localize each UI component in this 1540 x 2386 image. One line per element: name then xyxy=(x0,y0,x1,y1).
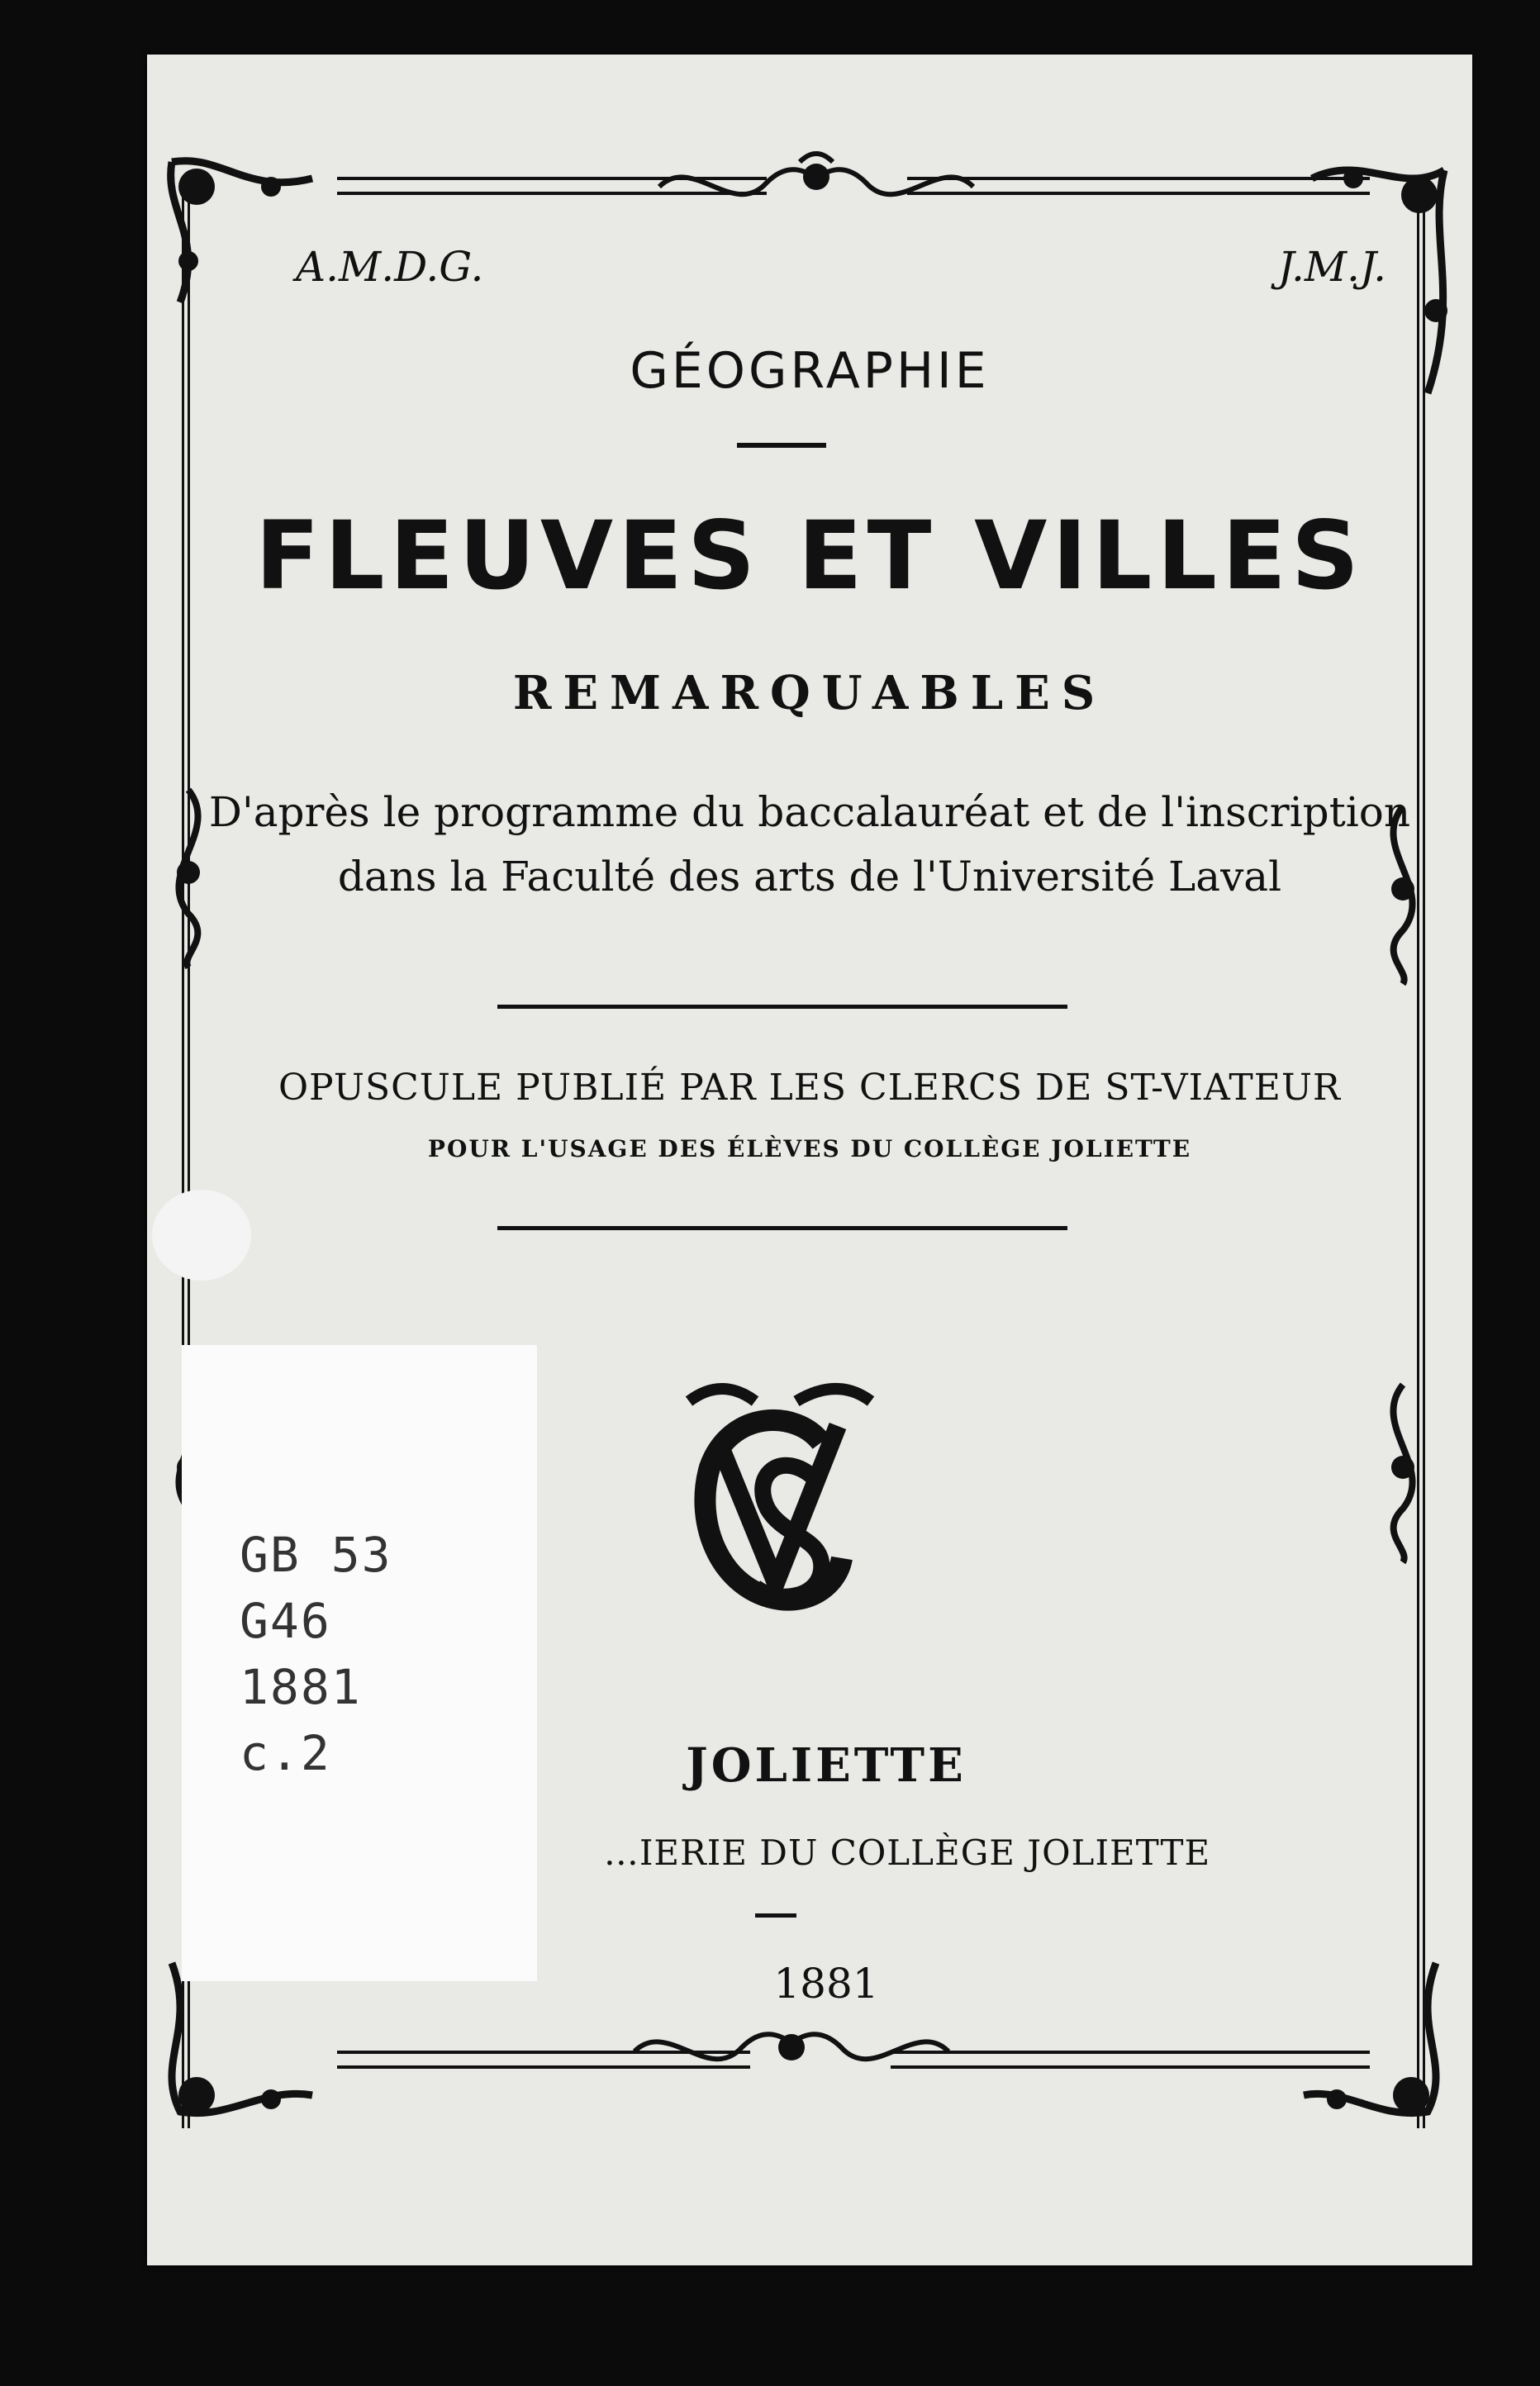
header-left-motto: A.M.D.G. xyxy=(296,243,484,291)
call-number-line-4: c.2 xyxy=(240,1725,331,1781)
bottom-center-ornament xyxy=(618,2014,965,2089)
imprint-short-rule xyxy=(755,1913,796,1918)
imprint-year: 1881 xyxy=(773,1960,879,2008)
call-number-line-1: GB 53 xyxy=(240,1527,392,1583)
side-ornament-right-lower xyxy=(1370,1376,1436,1566)
call-number-line-3: 1881 xyxy=(240,1659,362,1715)
call-number-label xyxy=(182,1345,537,1981)
header-right-motto: J.M.J. xyxy=(1277,243,1386,291)
title-kicker: GÉOGRAPHIE xyxy=(630,342,990,400)
paper-stain xyxy=(152,1190,251,1281)
main-title: FLEUVES ET VILLES xyxy=(254,501,1365,611)
publisher-note-line-1: OPUSCULE PUBLIÉ PAR LES CLERCS DE ST-VIATEUR xyxy=(278,1067,1342,1109)
call-number-line-2: G46 xyxy=(240,1593,331,1649)
top-center-ornament xyxy=(643,145,990,220)
divider-rule-lower xyxy=(497,1226,1067,1230)
subtitle: REMARQUABLES xyxy=(512,666,1107,720)
publisher-note-line-2: POUR L'USAGE DES ÉLÈVES DU COLLÈGE JOLIETTE xyxy=(427,1135,1192,1162)
title-short-rule xyxy=(737,443,826,448)
description-line-2: dans la Faculté des arts de l'Université Laval xyxy=(337,853,1282,901)
imprint-press: …IERIE DU COLLÈGE JOLIETTE xyxy=(603,1832,1211,1873)
imprint-city: JOLIETTE xyxy=(686,1738,967,1793)
divider-rule-upper xyxy=(497,1005,1067,1009)
csv-monogram-emblem xyxy=(673,1376,887,1641)
description-line-1: D'après le programme du baccalauréat et de l'inscription xyxy=(208,788,1411,836)
